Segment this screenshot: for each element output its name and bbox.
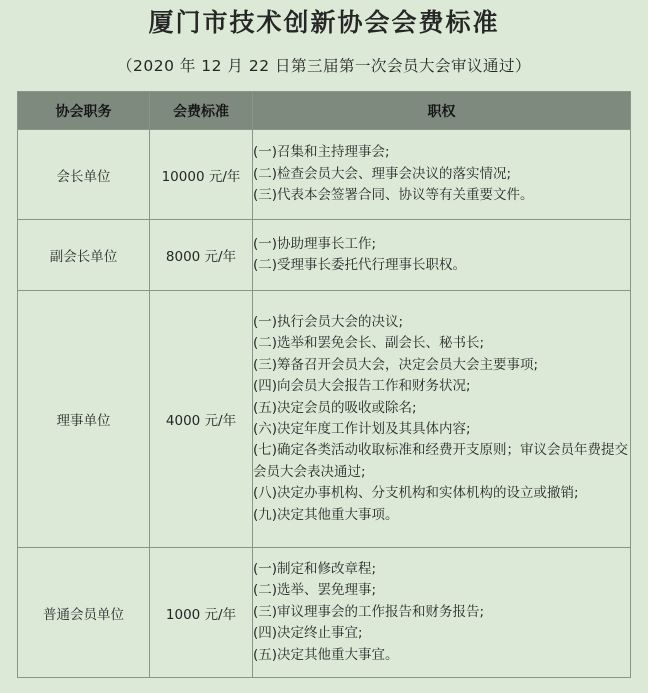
rights-item: (一)执行会员大会的决议; [253, 313, 404, 330]
rights-item: (一)协助理事长工作; [253, 235, 377, 252]
rights-item: (五)决定其他重大事宜。 [253, 646, 399, 663]
table-header [18, 92, 631, 130]
rights-item: (三)代表本会签署合同、协议等有关重要文件。 [253, 187, 534, 204]
page-subtitle: （2020 年 12 月 22 日第三届第一次会员大会审议通过） [116, 57, 532, 75]
rights-item: (三)审议理事会的工作报告和财务报告; [253, 603, 485, 620]
rights-item: (二)检查会员大会、理事会决议的落实情况; [253, 165, 512, 182]
rights-item: (六)决定年度工作计划及其具体内容; [253, 421, 471, 437]
rights-item: (一)制定和修改章程; [253, 560, 377, 577]
fee-standard-table [17, 91, 631, 678]
role-cell: 理事单位 [18, 291, 150, 548]
rights-cell [253, 220, 631, 291]
rights-cell [253, 548, 631, 678]
table-row [18, 291, 631, 548]
fee-cell: 1000 元/年 [150, 548, 253, 678]
rights-item: (三)筹备召开会员大会，决定会员大会主要事项; [253, 356, 539, 373]
header-rights: 职权 [253, 92, 631, 130]
header-role: 协会职务 [18, 92, 150, 130]
rights-item: (八)决定办事机构、分支机构和实体机构的设立或撤销; [253, 485, 579, 502]
rights-item: (四)向会员大会报告工作和财务状况; [253, 378, 471, 395]
role-cell: 会长单位 [18, 130, 150, 220]
rights-item: (九)决定其他重大事项。 [253, 506, 399, 523]
rights-item: (四)决定终止事宜; [253, 625, 363, 642]
rights-item: (一)召集和主持理事会; [253, 144, 390, 161]
rights-item: (七)确定各类活动收取标准和经费开支原则；审议会员年费提交会员大会表决通过; [253, 442, 629, 480]
table-row [18, 130, 631, 220]
header-row [18, 92, 631, 130]
rights-cell [253, 291, 631, 548]
header-fee: 会费标准 [150, 92, 253, 130]
role-cell: 普通会员单位 [18, 548, 150, 678]
table-row [18, 548, 631, 678]
fee-cell: 4000 元/年 [150, 291, 253, 548]
rights-cell [253, 130, 631, 220]
page-title: 厦门市技术创新协会会费标准 [148, 8, 500, 37]
rights-item: (二)受理事长委托代行理事长职权。 [253, 257, 467, 273]
rights-item: (二)选举、罢免理事; [253, 582, 377, 599]
table-row [18, 220, 631, 291]
rights-item: (二)选举和罢免会长、副会长、秘书长; [253, 335, 485, 352]
fee-cell: 10000 元/年 [150, 130, 253, 220]
role-cell: 副会长单位 [18, 220, 150, 291]
fee-cell: 8000 元/年 [150, 220, 253, 291]
rights-item: (五)决定会员的吸收或除名; [253, 399, 417, 416]
